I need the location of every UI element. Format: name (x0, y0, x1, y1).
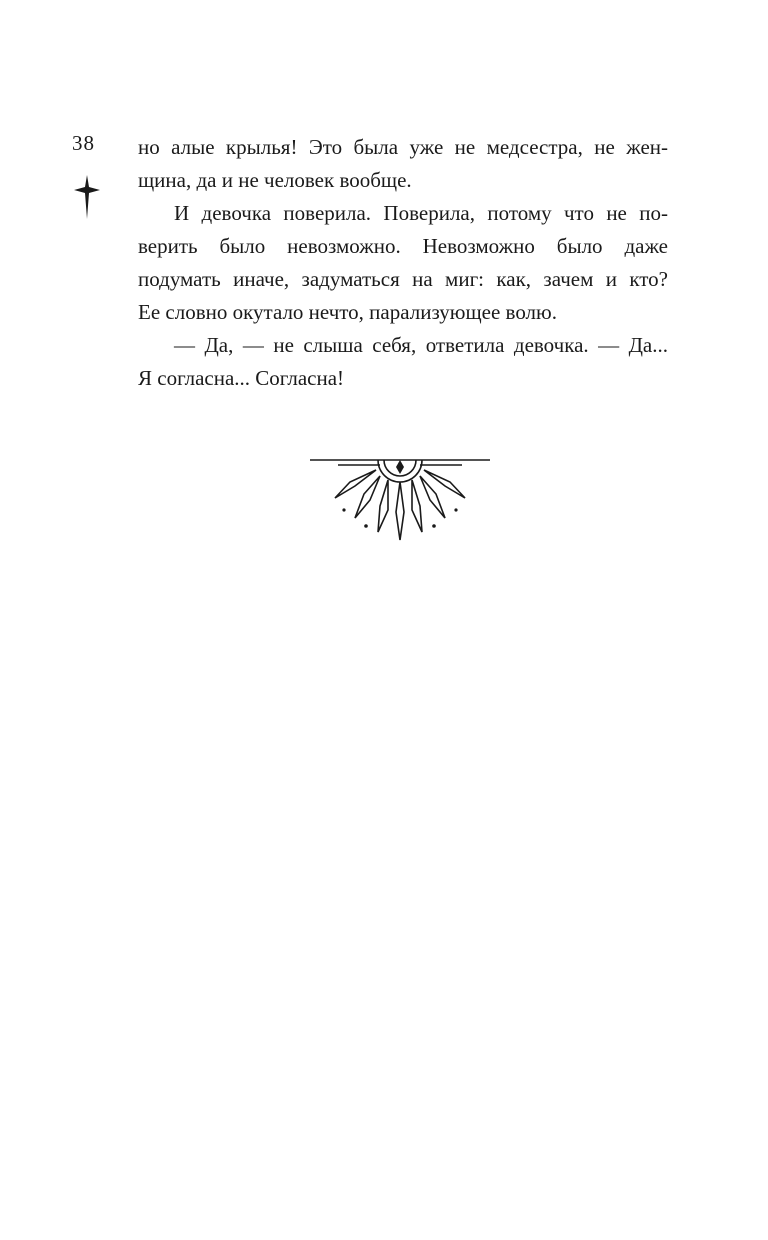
body-text (138, 131, 668, 395)
page-number: 38 (72, 131, 95, 155)
text-line: подумать иначе, задуматься на миг: как, зачем и кто? (138, 267, 668, 291)
text-line: верить было невозможно. Невозможно было даже (138, 234, 668, 258)
text-line: — Да, — не слыша себя, ответила девочка. — Да... (174, 333, 668, 357)
text-line: но алые крылья! Это была уже не медсестра, не жен- (138, 135, 668, 159)
text-line: И девочка поверила. Поверила, потому что не по- (174, 201, 668, 225)
sunburst-divider-icon (300, 440, 500, 550)
four-point-star-icon (73, 173, 101, 221)
text-line: Ее словно окутало нечто, парализующее волю. (138, 300, 557, 324)
text-line: щина, да и не человек вообще. (138, 168, 412, 192)
text-line: Я согласна... Согласна! (138, 366, 345, 390)
